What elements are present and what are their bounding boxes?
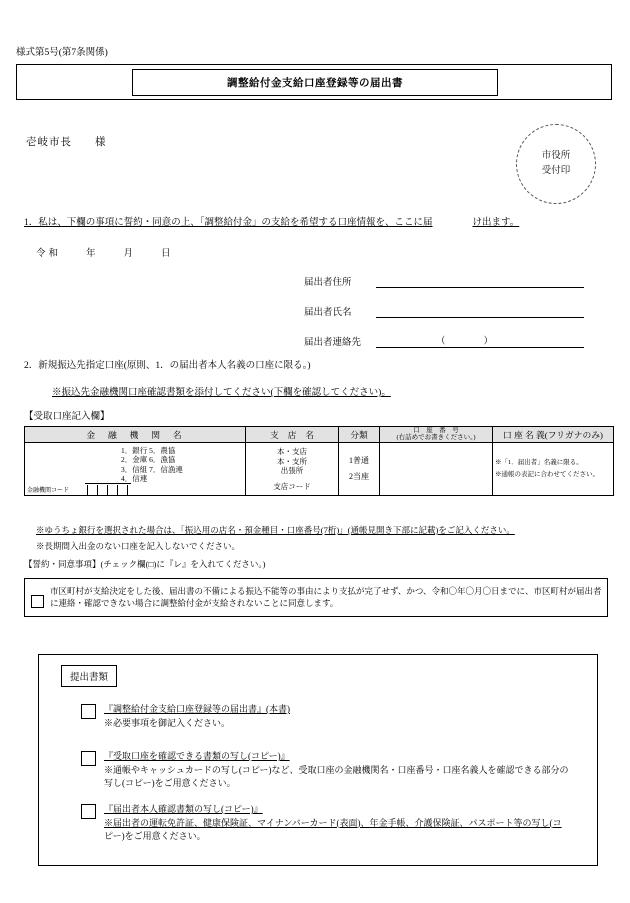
- bank-code-boxes[interactable]: [87, 485, 128, 495]
- bank-code-box-1[interactable]: [87, 485, 97, 495]
- title-box: [16, 64, 612, 100]
- submit-item-2-main: 『受取口座を確認できる書類の写し(コピー)』: [104, 751, 290, 761]
- pledge-heading: 【誓約・同意事項】(チェック欄(□)に『レ』を入れてください。): [24, 559, 266, 569]
- phone-paren: （ ）: [436, 337, 494, 347]
- applicant-address-input[interactable]: [376, 275, 584, 288]
- section2-title: 2．新規振込先指定口座(原則、1．の届出者本人名義の口座に限る。): [24, 361, 311, 371]
- submit-item-1-sub-1: ※必要事項を御記入ください。: [104, 717, 231, 728]
- submit-item-2-sub-2: 写し(コピー)をご用意ください。: [104, 778, 236, 788]
- header-branch-name: 支 店 名: [246, 427, 339, 443]
- submit-item-2[interactable]: [81, 750, 568, 791]
- addressee: 壱岐市長 様: [26, 137, 107, 148]
- branch-option-3[interactable]: 出張所: [280, 466, 304, 476]
- header-bank-name: 金 融 機 関 名: [25, 427, 246, 443]
- submit-item-2-sub-1: ※通帳やキャッシュカードの写し(コピー)など、受取口座の金融機関名・口座番号・口座名義人を確認できる部分の: [104, 764, 569, 775]
- stamp-line-1: 市役所: [541, 150, 571, 161]
- section2-note: ※振込先金融機関口座確認書類を添付してください(下欄を確認してください)。: [52, 388, 391, 398]
- form-number: 様式第5号(第7条関係): [16, 48, 108, 58]
- header-account-type: 分類: [339, 427, 380, 443]
- submit-item-1[interactable]: [81, 703, 290, 730]
- note-yucho: ※ゆうちょ銀行を選択された場合は、「振込用の店名・預金種目・口座番号(7桁)」(通帳見開き下部に記載)をご記入ください。: [36, 525, 515, 535]
- document-inner: [16, 16, 614, 887]
- bank-code-box-3[interactable]: [107, 485, 117, 495]
- submit-item-3[interactable]: [81, 803, 562, 844]
- header-account-number-main: 口 座 番 号: [413, 427, 459, 434]
- bank-option-2[interactable]: 2．金庫 6．漁協: [121, 455, 176, 465]
- applicant-name-field[interactable]: [304, 304, 604, 318]
- pledge-text: 市区町村が支給決定をした後、届出書の不備による振込不能等の事由により支払が完了せず、かつ、令和〇年〇月〇日までに、市区町村が届出者に連絡・確認できない場合に調整給付金が支給されないことに同意します。: [50, 586, 602, 609]
- submit-item-3-sub-2: ピー)をご用意ください。: [104, 831, 206, 841]
- submit-item-3-main: 『届出者本人確認書類の写し(コピー)』: [104, 804, 263, 814]
- submit-item-1-main: 『調整給付金支給口座登録等の届出書』(本書): [104, 704, 290, 714]
- date-line: 令和 年 月 日: [36, 249, 174, 259]
- submit-documents-box: [38, 654, 598, 866]
- stamp-line-2: 受付印: [541, 166, 571, 176]
- header-account-holder: 口 座 名 義(フリガナのみ): [493, 427, 614, 443]
- submit-documents-title: 提出書類: [61, 665, 117, 687]
- branch-option-2[interactable]: 本・支所: [277, 456, 307, 466]
- branch-type-options[interactable]: [246, 447, 338, 476]
- branch-option-1[interactable]: 本・支店: [277, 446, 307, 456]
- header-account-number-sub: (右詰めでお書きください。): [396, 434, 476, 442]
- submit-item-2-checkbox[interactable]: [81, 751, 96, 766]
- submit-item-3-sub-1: ※届出者の運転免許証、健康保険証、マイナンバーカード(表面)、年金手帳、介護保険証、パスポート等の写し(コ: [104, 817, 562, 828]
- table-caption: 【受取口座記入欄】: [24, 412, 110, 422]
- cell-account-holder[interactable]: [493, 442, 614, 495]
- submit-item-3-text: [104, 803, 562, 844]
- declaration-text-a: 1．私は、下欄の事項に誓約・同意の上、「調整給付金」の支給を希望する口座情報を、ここに届: [24, 218, 433, 228]
- bank-type-options[interactable]: [121, 446, 183, 484]
- applicant-contact-label: 届出者連絡先: [304, 338, 362, 348]
- cell-bank-name[interactable]: [25, 442, 246, 495]
- pledge-box: [24, 578, 608, 617]
- account-type-option-toza[interactable]: 2当座: [349, 471, 369, 481]
- cell-account-number[interactable]: [380, 442, 493, 495]
- header-account-number: [380, 427, 493, 443]
- cell-account-type[interactable]: [339, 442, 380, 495]
- applicant-address-label: 届出者住所: [304, 278, 352, 288]
- reception-stamp-circle: [516, 124, 596, 204]
- pledge-checkbox[interactable]: [31, 595, 44, 608]
- table-header-row: [25, 427, 614, 443]
- bank-code-box-2[interactable]: [97, 485, 107, 495]
- submit-item-2-text: [104, 750, 568, 791]
- submit-item-1-checkbox[interactable]: [81, 704, 96, 719]
- applicant-name-input[interactable]: [376, 305, 584, 318]
- branch-code-label: 支店コード: [273, 482, 311, 492]
- bank-code-box-4[interactable]: [117, 485, 128, 495]
- page-title: 調整給付金支給口座登録等の届出書: [132, 69, 498, 96]
- cell-branch-name[interactable]: [246, 442, 339, 495]
- bank-option-1[interactable]: 1．銀行 5．農協: [121, 445, 176, 455]
- bank-code-label: 金融機関コード: [27, 487, 70, 494]
- applicant-contact-input[interactable]: [376, 335, 584, 348]
- declaration-text-b: け出ます。: [472, 218, 520, 228]
- note-dormant: ※長期間入出金のない口座を記入しないでください。: [36, 541, 241, 551]
- submit-item-3-checkbox[interactable]: [81, 804, 96, 819]
- bank-option-3[interactable]: 3．信組 7．信漁連: [121, 464, 183, 474]
- applicant-name-label: 届出者氏名: [304, 308, 352, 318]
- account-type-option-futsu[interactable]: 1普通: [349, 455, 369, 465]
- declaration-paragraph: [24, 216, 604, 230]
- bank-option-4[interactable]: 4．信連: [121, 474, 148, 484]
- holder-note-1: ※「1．届出者」名義に限る。: [495, 458, 583, 466]
- table-body-row: [25, 442, 614, 495]
- holder-note-2: ※通帳の表記に合わせてください。: [495, 470, 599, 478]
- account-table: [24, 426, 614, 496]
- applicant-address-field[interactable]: [304, 274, 604, 288]
- applicant-contact-field[interactable]: [304, 334, 604, 348]
- submit-item-1-text: [104, 703, 290, 730]
